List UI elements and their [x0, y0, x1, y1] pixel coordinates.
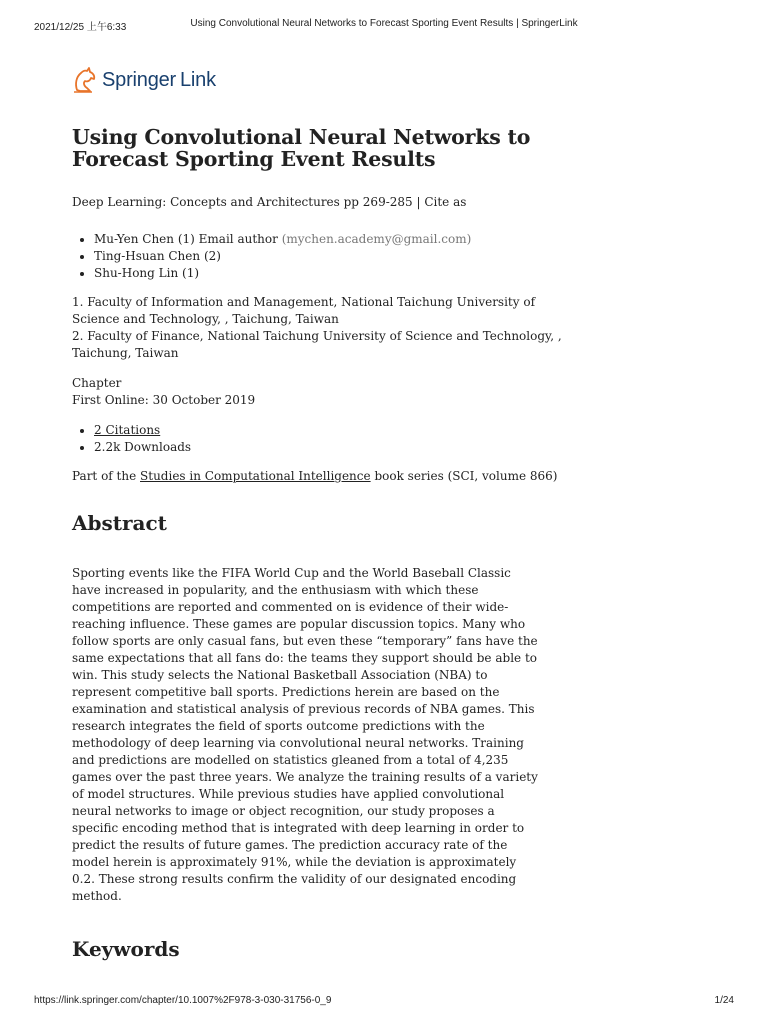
author-list — [72, 231, 572, 282]
print-header — [34, 18, 734, 33]
first-online-date: First Online: 30 October 2019 — [72, 393, 256, 407]
chapter-info — [72, 375, 572, 409]
content-type: Chapter — [72, 376, 122, 390]
series-link[interactable]: Studies in Computational Intelligence — [140, 469, 371, 483]
series-suffix: book series (SCI, volume 866) — [374, 469, 558, 483]
print-page-title: Using Convolutional Neural Networks to Forecast Sporting Event Results | SpringerLink — [190, 18, 578, 29]
keywords-heading: Keywords — [72, 937, 180, 961]
logo-word-springer: Springer — [102, 68, 176, 91]
article-metrics — [72, 422, 572, 456]
print-url: https://link.springer.com/chapter/10.1007%2F978-3-030-31756-0_9 — [34, 995, 332, 1006]
citations-metric — [94, 422, 572, 439]
downloads-metric: • 2.2k Downloads — [94, 439, 572, 456]
author-ref: (1) — [182, 266, 200, 280]
book-series — [72, 468, 572, 485]
print-page-number: 1/24 — [714, 995, 734, 1006]
logo-wordmark — [102, 69, 216, 92]
article-title: Using Convolutional Neural Networks to Forecast Sporting Event Results — [72, 125, 531, 171]
author-item — [94, 248, 572, 265]
author-item — [94, 265, 572, 282]
citations-link[interactable]: 2 Citations — [94, 423, 161, 437]
print-footer — [34, 995, 734, 1006]
affiliations — [72, 294, 572, 362]
affiliation-item: 1. Faculty of Information and Management, National Taichung University of Science and Technology, , Taichung, Taiwan — [72, 295, 536, 326]
author-ref: (1) — [177, 232, 195, 246]
author-name[interactable]: Mu-Yen Chen — [94, 232, 175, 246]
series-prefix: Part of the — [72, 469, 137, 483]
author-ref: (2) — [203, 249, 221, 263]
author-item — [94, 231, 572, 248]
author-name[interactable]: Shu-Hong Lin — [94, 266, 179, 280]
logo-word-link: Link — [180, 68, 216, 91]
abstract-heading: Abstract — [72, 511, 167, 535]
affiliation-item: 2. Faculty of Finance, National Taichung University of Science and Technology, , Taichung, Taiwan — [72, 329, 562, 360]
book-citation-line: Deep Learning: Concepts and Architectures pp 269-285 | Cite as — [72, 195, 467, 209]
springer-link-logo[interactable] — [72, 66, 216, 94]
article-content — [72, 126, 572, 961]
print-datetime: 2021/12/25 上午6:33 — [34, 22, 127, 33]
author-email[interactable]: (mychen.academy@gmail.com) — [281, 232, 472, 246]
author-name[interactable]: Ting-Hsuan Chen — [94, 249, 201, 263]
springer-horse-icon — [72, 66, 98, 94]
email-author-link[interactable]: Email author — [198, 232, 278, 246]
abstract-text: Sporting events like the FIFA World Cup and the World Baseball Classic have increased in popularity, and the enthusiasm with which these competitions are reported and commented on is evidence of their wide-reaching influence. These games are popular discussion topics. Many who follow sports are only casual fans, but even these “temporary” fans have the same expectations that all fans do: the teams they support should be able to win. This study selects the National Basketball Association (NBA) to represent competitive ball sports. Predictions herein are based on the examination and statistical analysis of previous records of NBA games. This research integrates the field of sports outcome predictions with the methodology of deep learning via convolutional neural networks. Training and predictions are modelled on statistics gleaned from a total of 4,235 games over the past three years. We analyze the training results of a variety of model structures. While previous studies have applied convolutional neural networks to image or object recognition, our study proposes a specific encoding method that is integrated with deep learning in order to predict the results of future games. The prediction accuracy rate of the model herein is approximately 91%, while the deviation is approximately 0.2. These strong results confirm the validity of our designated encoding method. — [72, 566, 538, 903]
